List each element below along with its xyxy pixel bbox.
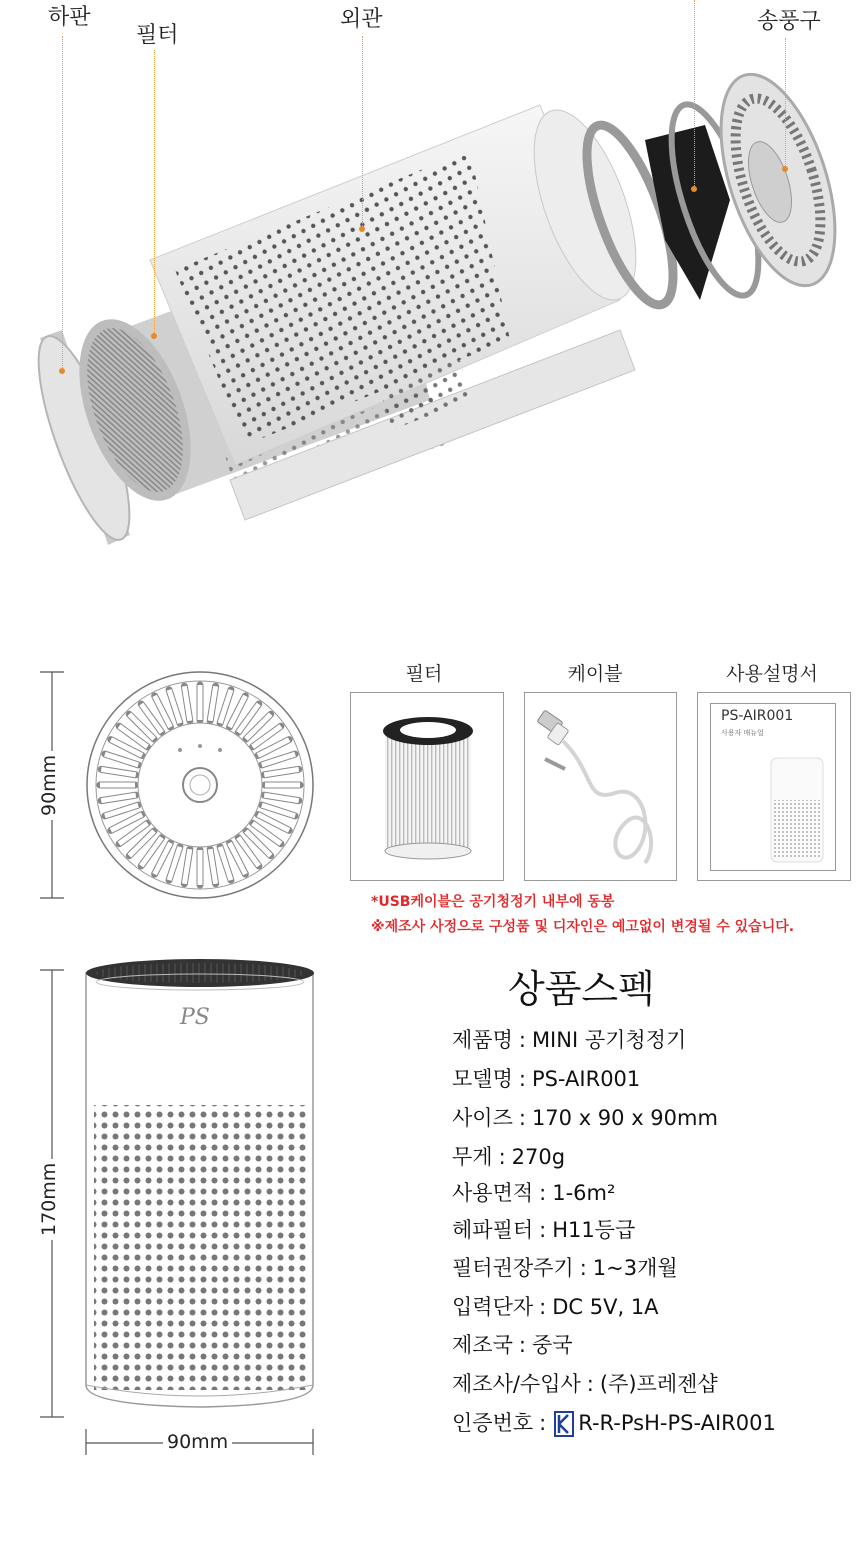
dim-height: 170mm xyxy=(38,1159,60,1240)
kc-certification-icon xyxy=(554,1411,574,1437)
leader-housing xyxy=(362,36,363,228)
accessory-box-filter xyxy=(350,692,504,881)
accessory-label-manual: 사용설명서 xyxy=(726,663,818,685)
leader-dot-filter xyxy=(151,333,157,339)
leader-fan-cover xyxy=(785,38,786,168)
exploded-diagram xyxy=(0,0,860,600)
accessory-box-cable xyxy=(524,692,677,881)
leader-dot-fan xyxy=(691,186,697,192)
spec-label: 필터권장주기 xyxy=(452,1256,574,1280)
front-view-section xyxy=(0,955,345,1465)
spec-value: PS-AIR001 xyxy=(531,1067,641,1091)
spec-value: 1-6m² xyxy=(552,1181,616,1205)
spec-row: 무게 : 270g xyxy=(452,1145,566,1169)
spec-row: 모델명 : PS-AIR001 xyxy=(452,1067,641,1091)
spec-label: 사이즈 xyxy=(452,1106,513,1130)
spec-label: 헤파필터 xyxy=(452,1218,534,1242)
spec-value: DC 5V, 1A xyxy=(552,1295,659,1319)
spec-value: (주)프레젠샵 xyxy=(599,1372,718,1396)
note-usb: *USB케이블은 공기청정기 내부에 동봉 xyxy=(371,894,615,910)
cable-image xyxy=(525,693,676,880)
spec-label: 사용면적 xyxy=(452,1181,534,1205)
spec-value: R-R-PsH-PS-AIR001 xyxy=(578,1411,776,1435)
accessory-box-manual xyxy=(697,692,851,881)
spec-value: 중국 xyxy=(531,1333,573,1357)
manual-product-image xyxy=(761,754,831,866)
spec-title: 상품스펙 xyxy=(508,967,655,1011)
spec-row: 사용면적 : 1-6m² xyxy=(452,1181,616,1205)
spec-row: 인증번호 : R-R-PsH-PS-AIR001 xyxy=(452,1411,776,1435)
spec-value: 170 x 90 x 90mm xyxy=(531,1106,718,1130)
spec-row: 필터권장주기 : 1~3개월 xyxy=(452,1256,678,1280)
dim-top-view-height: 90mm xyxy=(38,751,60,820)
spec-label: 제조사/수입사 xyxy=(452,1372,581,1396)
spec-label: 제품명 xyxy=(452,1028,513,1052)
label-housing: 외관 xyxy=(340,7,383,32)
leader-fan xyxy=(694,0,695,190)
accessory-label-filter: 필터 xyxy=(405,663,443,685)
label-filter: 필터 xyxy=(136,23,179,48)
label-fan-cover: 송풍구 xyxy=(757,9,821,34)
spec-label: 제조국 xyxy=(452,1333,513,1357)
spec-row: 제품명 : MINI 공기청정기 xyxy=(452,1028,687,1052)
spec-label: 무게 xyxy=(452,1145,493,1169)
label-bottom-plate: 하판 xyxy=(48,5,91,30)
leader-bottom-plate xyxy=(62,36,63,370)
leader-dot-fan-cover xyxy=(782,166,788,172)
spec-value: 270g xyxy=(511,1145,566,1169)
spec-row: 사이즈 : 170 x 90 x 90mm xyxy=(452,1106,718,1130)
spec-label: 입력단자 xyxy=(452,1295,534,1319)
brand-logo: PS xyxy=(180,1005,210,1030)
spec-value: MINI 공기청정기 xyxy=(531,1028,687,1052)
top-view-section xyxy=(0,660,345,910)
leader-dot-bottom-plate xyxy=(59,368,65,374)
dim-width: 90mm xyxy=(163,1431,232,1453)
spec-row: 헤파필터 : H11등급 xyxy=(452,1218,636,1242)
spec-label: 모델명 xyxy=(452,1067,513,1091)
spec-row: 제조국 : 중국 xyxy=(452,1333,573,1357)
spec-label: 인증번호 xyxy=(452,1411,534,1435)
leader-filter xyxy=(154,50,155,335)
accessory-label-cable: 케이블 xyxy=(567,663,623,685)
spec-value: 1~3개월 xyxy=(592,1256,678,1280)
spec-row: 입력단자 : DC 5V, 1A xyxy=(452,1295,659,1319)
manual-booklet xyxy=(710,703,836,871)
leader-dot-housing xyxy=(359,226,365,232)
spec-value: H11등급 xyxy=(552,1218,636,1242)
spec-row: 제조사/수입사 : (주)프레젠샵 xyxy=(452,1372,718,1396)
filter-image xyxy=(351,693,503,880)
manual-subtitle: 사용자 매뉴얼 xyxy=(721,729,764,737)
exploded-view xyxy=(0,0,860,600)
note-change: ※제조사 사정으로 구성품 및 디자인은 예고없이 변경될 수 있습니다. xyxy=(371,919,795,935)
manual-model: PS-AIR001 xyxy=(721,708,794,724)
